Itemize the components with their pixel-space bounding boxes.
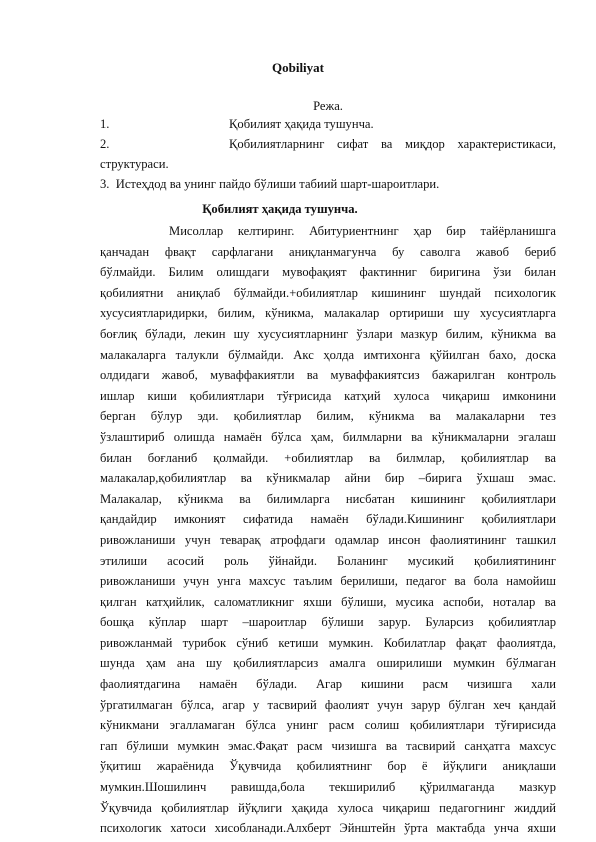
body-line: этилиши асосий роль ўйнайди. Боланинг мусикий қобилиятининг (100, 553, 556, 568)
body-line: кўникмани эгалламаган бўлса унинг расм солиш қобилиятлари тўғирисида (100, 718, 556, 733)
body-line: ривожланиши учун унга махсус таълим берилиши, педагог ва бола намойиш (100, 574, 556, 589)
plan-item-text: Истеҳдод ва унинг пайдо бўлиши табиий шарт-шароитлари. (115, 177, 440, 191)
body-line: шунда ҳам ана шу қобилиятларсиз амалга оширилиши мумкин бўлмаган (100, 656, 556, 671)
body-line: Малакалар, кўникма ва билимларга нисбатан кишининг қобилиятлари (100, 491, 556, 506)
body-line: ўзлаштириб олишда намаён бўлса ҳам, билмларни ва кўникмаларни эгалаш (100, 429, 556, 444)
body-line: ривожланмай турибок сўниб кетиши мумкин. Кобилатлар фақат фаолиятда, (100, 635, 556, 650)
body-line: ишлар киши қобилиятлари тўғрисида катҳий хулоса чиқариш имконини (100, 388, 556, 403)
body-line: бўлмайди. Билим олишдаги мувофақият фактинниг биригина ўзи билан (100, 265, 556, 280)
body-line: малакалар,қобилиятлар ва кўникмалар айни бир –бирига ўхшаш эмас. (100, 471, 556, 486)
body-line: ўқитиш жараёнида Ўқувчида қобилиятнинг бор ё йўқлиги аниқлаши (100, 759, 556, 774)
body-line: фаолиятдагина намаён бўлади. Агар кишини расм чизишга хали (100, 677, 556, 692)
body-paragraph (100, 221, 556, 839)
body-line: билан боғланиб қолмайди. +обилиятлар ва билмлар, қобилиятлар ва (100, 450, 556, 465)
body-line: мумкин.Шошилинч равишда,бола текширилиб қўрилмаганда мазкур (100, 780, 556, 795)
body-line: Мисоллар келтиринг. Абитуриентнинг ҳар бир тайёрланишга (169, 224, 556, 238)
body-line: ўргатилмаган бўлса, агар у тасвирий фаолият учун зарур бўлган хеч қандай (100, 697, 556, 712)
document-title: Qobiliyat (271, 60, 324, 75)
body-line: ривожланиши учун теварақ атрофдаги одамлар инсон фаолиятининг ташкил (100, 532, 556, 547)
plan-item-text: Қобилиятларнинг сифат ва миқдор характеристикаси, (229, 137, 556, 151)
body-line: қобилиятни аниқлаб бўлмайди.+обилиятлар кишининг шундай психологик (100, 285, 556, 300)
body-line: қанчадан фвақт сарфлагани аниқланмагунча бу саволга жавоб бериб (100, 244, 556, 259)
plan-item (100, 174, 556, 194)
plan-item (100, 134, 556, 154)
body-line: малакаларга талукли бўлмайди. Акс ҳолда имтихонга қўйилган бахо, доска (100, 347, 556, 362)
plan-item-text: Қобилият ҳақида тушунча. (229, 117, 374, 131)
body-line: берган бўлур эди. қобилиятлар билим, кўникма ва малакаларни тез (100, 409, 556, 424)
body-line: қилган катҳийлик, саломатликниг яхши бўлиши, мусика аспоби, ноталар ва (100, 594, 556, 609)
body-line: боғлиқ бўлади, лекин шу хусусиятларнинг ўзлари мазкур билим, кўникма ва (100, 326, 556, 341)
body-line: Ўқувчида қобилиятлар йўқлиги ҳақида хулоса чиқариш педагогнинг жиддий (100, 800, 556, 815)
body-line: гап бўлиши мумкин эмас.Фақат расм чизишга ва тасвирий санҳатга махсус (100, 738, 556, 753)
plan-heading: Режа. (313, 99, 343, 113)
plan-item-continuation-text: структураси. (100, 157, 169, 171)
plan-item (100, 114, 556, 134)
body-line: бошқа кўплар шарт –шароитлар бўлиши зарур. Буларсиз қобилиятлар (100, 615, 556, 630)
plan-item-continuation (100, 154, 556, 174)
section-heading: Қобилият ҳақида тушунча. (202, 202, 358, 216)
plan-item-number: 2. (100, 137, 110, 151)
body-line: олдидаги жавоб, муваффакиятли ва муваффакиятсиз бажарилган контроль (100, 368, 556, 383)
plan-item-number: 1. (100, 117, 110, 131)
plan-item-line (100, 174, 439, 195)
plan-list (100, 114, 556, 194)
body-line: хусусиятларидирки, билим, кўникма, малакалар ортириши шу хусусиятларга (100, 306, 556, 321)
body-line: қандайдир имконият сифатида намаён бўлади.Кишининг қобилиятлари (100, 512, 556, 527)
body-line: психологик хатоси хисобланади.Алхберт Эйнштейн ўрта мактабда унча яхши (100, 821, 556, 836)
plan-item-number: 3. (100, 177, 110, 191)
